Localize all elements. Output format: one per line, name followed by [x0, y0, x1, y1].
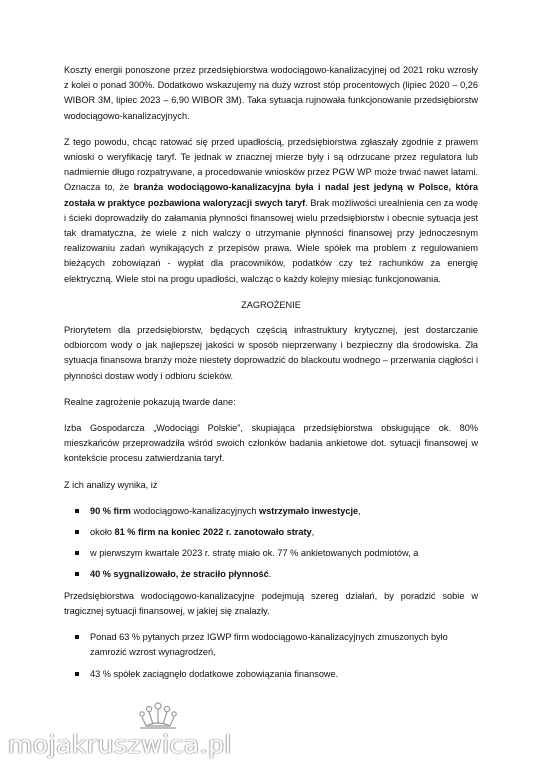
bullet-square-icon	[75, 509, 79, 513]
crown-logo-icon	[136, 700, 180, 730]
list-item-text: ,	[358, 505, 361, 516]
paragraph-text: Z tego powodu, chcąc ratować się przed upadłością, przedsiębiorstwa zgłaszały zgodnie z prawem wnioski o weryfikację taryf. Te jednak w znacznej mierze były i są odrzucane przez regulatora lub nadmiernie długo rozpatrywane, a procedowanie wniosków przez PGW WP może trwać nawet latami. Oznacza to, że	[64, 136, 478, 193]
paragraph-priority: Priorytetem dla przedsiębiorstw, będących częścią infrastruktury krytycznej, jest dostarczanie odbiorcom wody o jak najlepszej jakości w sposób nieprzerwany i bezpieczny dla środowiska. Zła sytuacja finansowa branży może niestety doprowadzić do blackoutu wodnego – przerwania ciągłości i płynności dostaw wody i odbioru ścieków.	[64, 325, 478, 381]
list-item-text: w pierwszym kwartale 2023 r. stratę miało ok. 77 % ankietowanych podmiotów, a	[90, 548, 419, 559]
list-item-bold: 90 % firm	[90, 505, 131, 516]
list-item	[64, 504, 478, 519]
paragraph-tariff-verification	[64, 135, 478, 287]
paragraph-igwp: Izba Gospodarcza „Wodociągi Polskie”, skupiająca przedsiębiorstwa obsługujące ok. 80% mieszkańców przeprowadziła wśród swoich członków badania ankietowe dot. sytuacji finansowej w kontekście procesu zatwierdzania taryf.	[64, 423, 478, 464]
bullet-square-icon	[75, 530, 79, 534]
paragraph-actions: Przedsiębiorstwa wodociągowo-kanalizacyjne podejmują szereg działań, by poradzić sobie w tragicznej sytuacji finansowej, w jakiej się znalazły.	[64, 590, 478, 616]
list-item	[64, 567, 478, 582]
list-item	[64, 630, 478, 660]
bullet-square-icon	[75, 672, 79, 676]
bullet-square-icon	[75, 551, 79, 555]
document-body	[64, 63, 478, 688]
paragraph-analysis-intro: Z ich analizy wynika, iż	[64, 479, 158, 490]
list-item-text: wodociągowo-kanalizacyjnych	[130, 505, 260, 516]
list-item	[64, 667, 478, 682]
actions-list	[64, 630, 478, 682]
paragraph-energy-costs: Koszty energii ponoszone przez przedsiębiorstwa wodociągowo-kanalizacyjnej od 2021 roku wzrosły z kolei o ponad 300%. Dodatkowo wskazujemy na duży wzrost stóp procentowych (lipiec 2020 – 0,26 WIBOR 3M, lipiec 2023 – 6,90 WIBOR 3M). Taka sytuacja rujnowała funkcjonowanie przedsiębiorstw wodociągowo-kanalizacyjnych.	[64, 65, 478, 121]
list-item	[64, 525, 478, 540]
paragraph-text: . Brak możliwości urealnienia cen za wodę i ścieki doprowadziły do załamania płynności finansowej wielu przedsiębiorstw i obecnie sytuacja jest tak dramatyczna, że wiele z nich walczy o utrzymanie płynności finansowej przy jednoczesnym realizowaniu zadań wynikających z przepisów prawa. Wiele spółek ma problem z regulowaniem bieżących zobowiązań - wypłat dla pracowników, podatków czy też rachunków za energię elektryczną. Wiele stoi na progu upadłości, walcząc o każdy kolejny miesiąc funkcjonowania.	[64, 197, 478, 284]
list-item-text: ,	[311, 527, 315, 538]
bullet-square-icon	[75, 635, 79, 639]
list-item	[64, 546, 478, 561]
list-item-text: Ponad 63 % pytanych przez IGWP firm wodociągowo-kanalizacyjnych zmuszonych było zamrozić wzrost wynagrodzeń,	[90, 632, 448, 658]
bullet-square-icon	[75, 572, 79, 576]
paragraph-real-threat: Realne zagrożenie pokazują twarde dane:	[64, 396, 236, 407]
bold-statement: branża wodociągowo-kanalizacyjna była i nadal jest jedyną w Polsce, która została w praktyce pozbawiona waloryzacji swych taryf	[64, 182, 478, 208]
list-item-bold: wstrzymało inwestycje	[259, 505, 359, 516]
list-item-bold: 81 % firm na koniec 2022 r. zanotowało straty	[114, 527, 312, 538]
list-item-text: .	[268, 569, 272, 580]
list-item-text: 43 % spółek zaciągnęło dodatkowe zobowiązania finansowe.	[90, 668, 339, 679]
watermark-text: mojakruszwica.pl	[8, 730, 232, 759]
list-item-bold: 40 % sygnalizowało, że straciło płynność	[90, 569, 269, 580]
findings-list	[64, 504, 478, 583]
section-heading: ZAGROŻENIE	[241, 299, 301, 310]
list-item-text: około	[90, 527, 115, 538]
